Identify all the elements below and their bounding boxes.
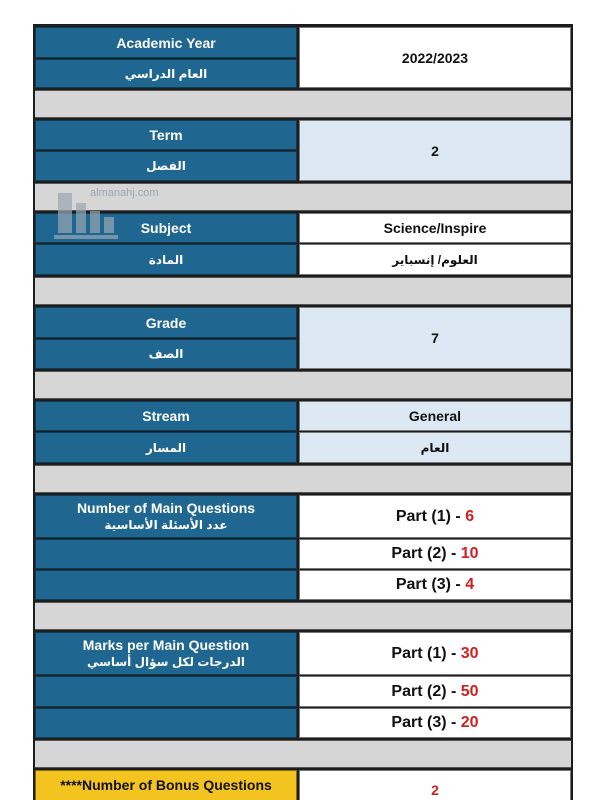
part-label: Part (2) -: [391, 545, 457, 562]
academic-year-value-text: 2022/2023: [401, 49, 469, 66]
term-label-en-text: Term: [149, 127, 183, 143]
marks-per-question-label-ar: الدرجات لكل سؤال أساسي: [86, 654, 246, 669]
marks-per-question-label-en: Marks per Main Question: [82, 636, 250, 653]
row-spacer: [35, 740, 571, 768]
subject-label-ar-text: المادة: [148, 252, 184, 267]
part-label: Part (1) -: [391, 644, 457, 662]
row-spacer: [35, 602, 571, 630]
part-value: 6: [465, 507, 475, 525]
academic-year-value: [299, 27, 571, 88]
academic-year-label-ar: [35, 59, 297, 88]
row-spacer: [35, 465, 571, 493]
watermark-domain-text: almanahj.com: [90, 187, 159, 199]
main-questions-label-filler: [35, 539, 297, 569]
part-label: Part (3) -: [391, 714, 457, 731]
main-questions-label-ar: عدد الأسئلة الأساسية: [104, 517, 228, 532]
main-questions-label-en: Number of Main Questions: [76, 499, 256, 516]
term-value-text: 2: [431, 142, 439, 159]
grade-value-text: 7: [431, 330, 439, 346]
row-spacer: [35, 371, 571, 399]
academic-year-label-ar-text: العام الدراسي: [124, 66, 208, 81]
main-questions-part-2: [299, 539, 571, 569]
grade-label-en-text: Grade: [145, 314, 187, 331]
part-value: 30: [460, 644, 479, 662]
main-questions-label: [35, 495, 297, 538]
marks-part-3: [299, 708, 571, 738]
subject-value-en-text: Science/Inspire: [383, 220, 487, 236]
grade-label-ar: [35, 339, 297, 369]
subject-value-en: [299, 213, 571, 243]
academic-year-label-en-text: Academic Year: [116, 34, 216, 51]
subject-value-ar: [299, 244, 571, 275]
grade-label-en: [35, 307, 297, 338]
stream-value-en: [299, 401, 571, 431]
marks-per-question-label-filler: [35, 676, 297, 707]
stream-value-ar: [299, 432, 571, 463]
grade-label-ar-text: الصف: [148, 347, 184, 361]
stream-label-en: [35, 401, 297, 431]
part-value: 4: [465, 576, 475, 593]
bonus-questions-value: [299, 770, 571, 800]
part-value: 10: [460, 545, 479, 562]
subject-value-ar-text: العلوم/ إنسباير: [392, 252, 478, 267]
marks-part-1: [299, 632, 571, 675]
subject-label-en-text: Subject: [140, 220, 192, 236]
bonus-questions-label: [35, 770, 297, 800]
subject-label-ar: [35, 244, 297, 275]
row-spacer: [35, 277, 571, 305]
main-questions-label-filler: [35, 570, 297, 600]
part-label: Part (3) -: [395, 576, 461, 593]
bonus-questions-value-text: 2: [431, 782, 439, 798]
stream-label-ar-text: المسار: [145, 440, 187, 455]
stream-label-en-text: Stream: [142, 408, 190, 424]
bonus-questions-label-text: ****Number of Bonus Questions: [60, 777, 272, 793]
marks-part-2: [299, 676, 571, 707]
marks-per-question-label: [35, 632, 297, 675]
grade-value: [299, 307, 571, 369]
exam-spec-table: [33, 24, 573, 800]
stream-value-en-text: General: [408, 408, 462, 424]
stream-value-ar-text: العام: [420, 440, 450, 455]
main-questions-part-3: [299, 570, 571, 600]
row-spacer: [35, 90, 571, 118]
marks-per-question-label-filler: [35, 708, 297, 738]
main-questions-part-1: [299, 495, 571, 538]
part-value: 50: [460, 682, 479, 700]
part-label: Part (1) -: [395, 507, 461, 525]
row-spacer: [35, 183, 571, 211]
subject-label-en: [35, 213, 297, 243]
term-label-ar: [35, 151, 297, 181]
academic-year-label-en: [35, 27, 297, 58]
part-label: Part (2) -: [391, 682, 457, 700]
term-label-ar-text: الفصل: [146, 159, 186, 173]
term-value: [299, 120, 571, 181]
part-value: 20: [460, 714, 479, 731]
term-label-en: [35, 120, 297, 150]
stream-label-ar: [35, 432, 297, 463]
